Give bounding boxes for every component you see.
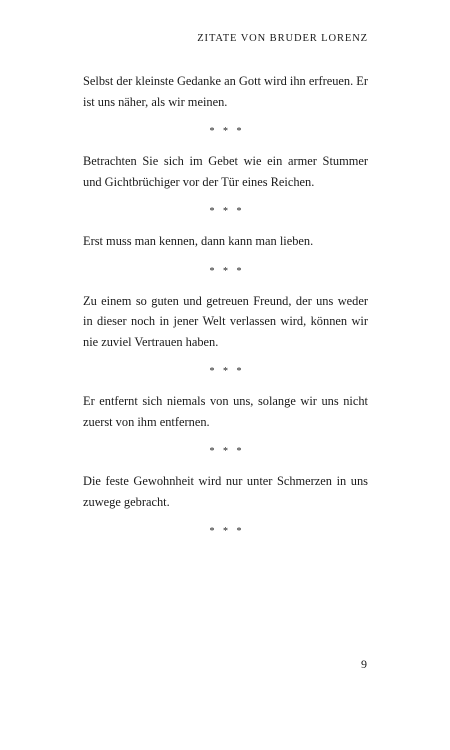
quote-paragraph: Zu einem so guten und getreuen Freund, der uns weder in dieser noch in jener Welt verlassen wird, können wir nie zuviel Vertrauen haben.	[83, 293, 368, 349]
section-separator: * * *	[209, 526, 245, 537]
quote-paragraph: Er entfernt sich niemals von uns, solange wir uns nicht zuerst von ihm entfernen.	[83, 394, 368, 429]
quote-paragraph: Erst muss man kennen, dann kann man lieben.	[83, 234, 314, 248]
section-separator: * * *	[209, 265, 245, 277]
quote-paragraph: Selbst der kleinste Gedanke an Gott wird ihn erfreuen. Er ist uns näher, als wir meinen.	[83, 74, 368, 109]
section-separator: * * *	[209, 366, 245, 377]
section-separator: * * *	[209, 126, 245, 137]
section-separator: * * *	[209, 446, 245, 457]
quote-list	[83, 71, 368, 551]
quote-paragraph: Betrachten Sie sich im Gebet wie ein armer Stummer und Gichtbrüchiger vor der Tür eines Reichen.	[83, 154, 368, 189]
quote-paragraph: Die feste Gewohnheit wird nur unter Schmerzen in uns zuwege gebracht.	[83, 474, 368, 509]
page-number: 9	[361, 657, 367, 671]
section-separator: * * *	[209, 206, 245, 217]
running-head: ZITATE VON BRUDER LORENZ	[197, 33, 368, 44]
